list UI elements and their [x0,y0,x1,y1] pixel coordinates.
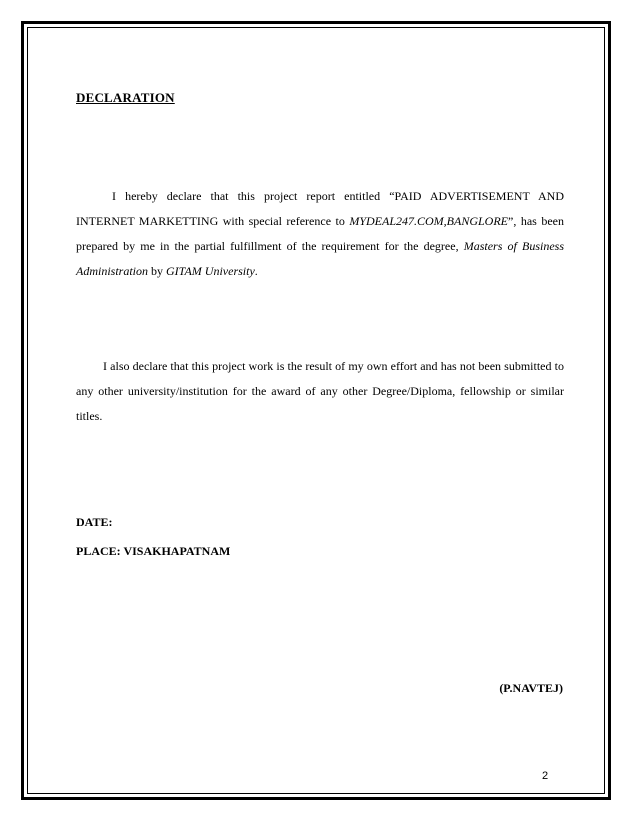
para1-text-b: ”, has been prepared by me in the partial fulfillment of the requirement for the degree, [76,214,564,253]
para1-text-c: by [148,264,167,278]
para1-company: MYDEAL247.COM,BANGLORE [349,214,509,228]
signature-name: (P.NAVTEJ) [499,681,563,695]
page-heading: DECLARATION [76,90,175,105]
place-label: PLACE: VISAKHAPATNAM [76,544,231,558]
para1-text-a: I hereby declare that this project report entitled “PAID ADVERTISEMENT AND INTERNET MARKETTING with special reference to [76,189,564,228]
para1-university: GITAM University [166,264,255,278]
date-label: DATE: [76,515,113,529]
declaration-paragraph-1 [76,184,564,284]
para2-text: I also declare that this project work is the result of my own effort and has not been submitted to any other university/institution for the award of any other Degree/Diploma, fellowship or similar titles. [76,359,564,423]
declaration-paragraph-2 [76,354,564,429]
para1-degree: Masters of Business Administration [76,239,565,278]
page-number: 2 [542,770,549,782]
para1-text-d: . [254,264,258,278]
